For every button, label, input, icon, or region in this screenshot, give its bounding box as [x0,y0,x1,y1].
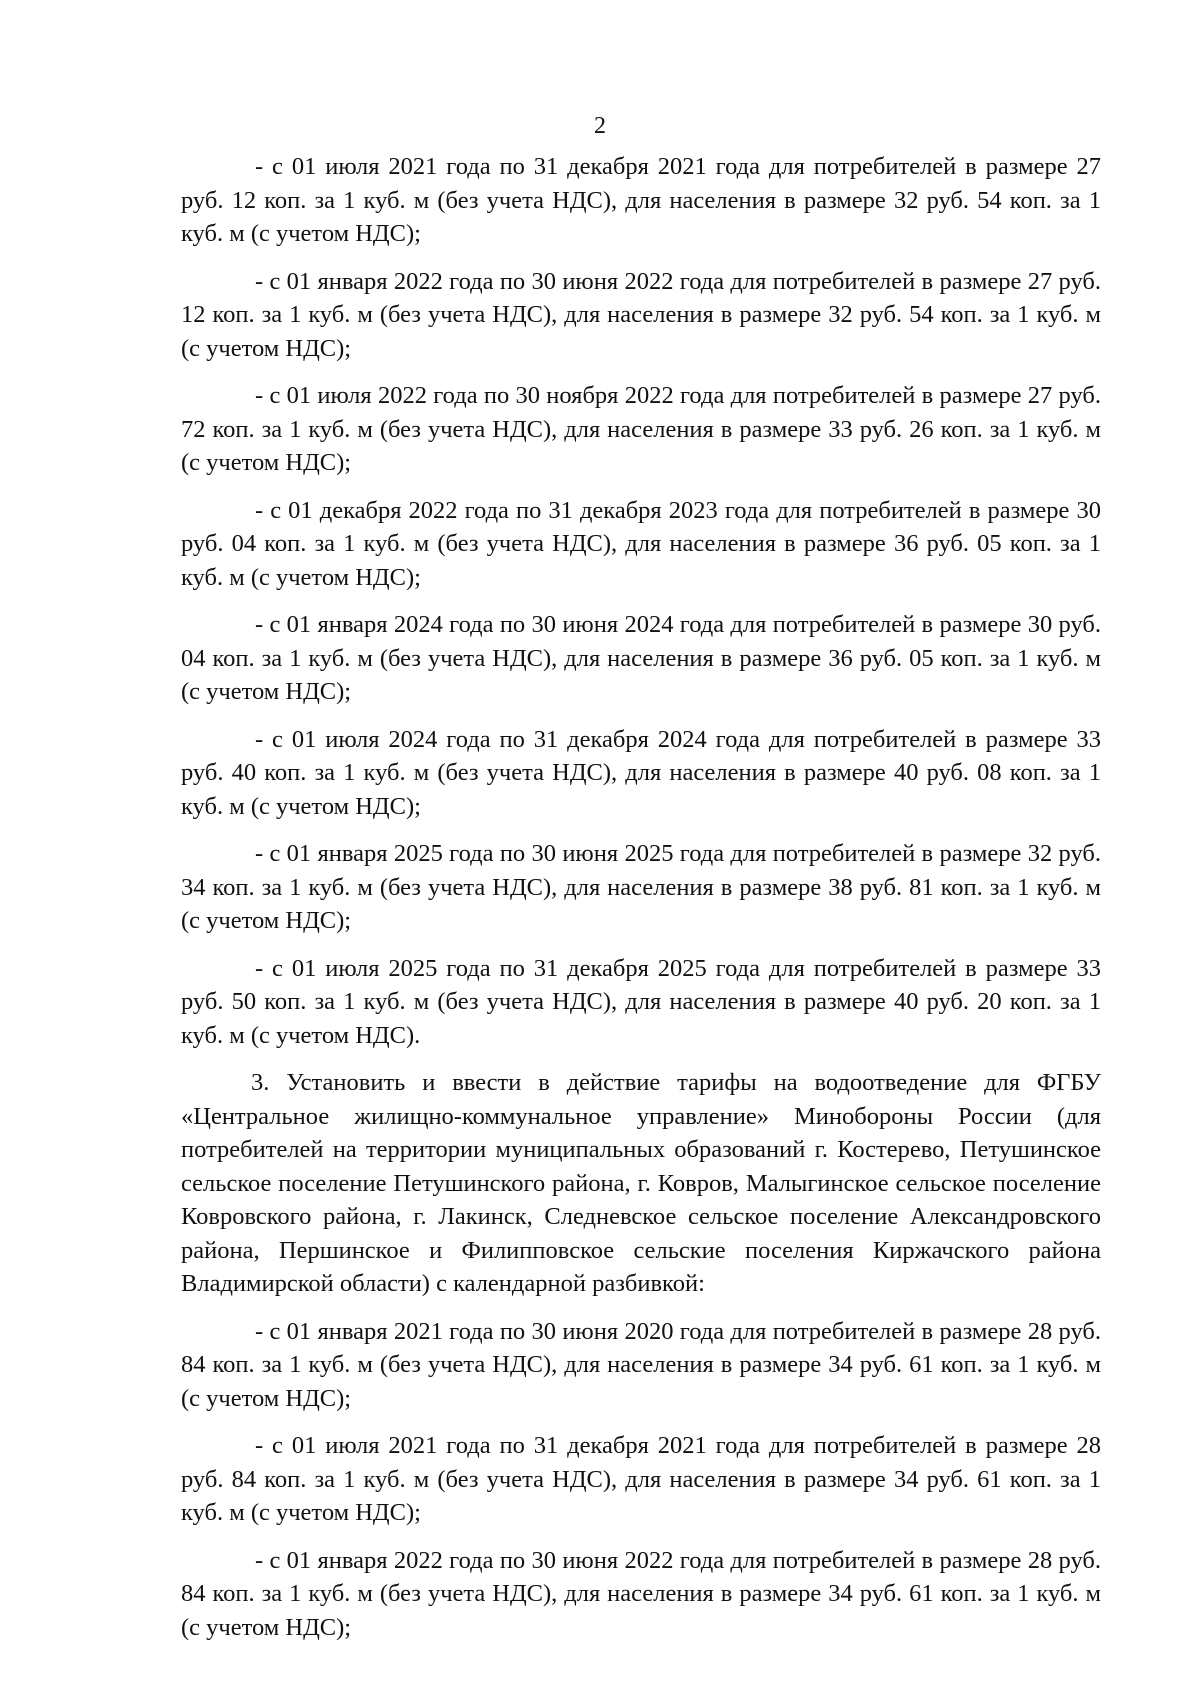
tariff-period-paragraph: - с 01 июля 2021 года по 31 декабря 2021 года для потребителей в размере 27 руб. 12 коп. за 1 куб. м (без учета НДС), для населения в размере 32 руб. 54 коп. за 1 куб. м (с учетом НДС); [181,153,1101,247]
tariff-period-paragraph: - с 01 января 2022 года по 30 июня 2022 года для потребителей в размере 27 руб. 12 коп. за 1 куб. м (без учета НДС), для населения в размере 32 руб. 54 коп. за 1 куб. м (с учетом НДС); [181,267,1101,362]
page-number: 2 [594,113,606,139]
clause-3-paragraph: 3. Установить и ввести в действие тарифы на водоотведение для ФГБУ «Центральное жилищно-коммунальное управление» Минобороны России (для потребителей на территории муниципальных образований г. Костерево, Петушинское сельское поселение Петушинского района, г. Ковров, Малыгинское сельское поселение Ковровского района, г. Лакинск, Следневское сельское поселение Александровского района, Першинское и Филипповское сельские поселения Киржачского района Владимирской области) с календарной разбивкой: [181,1069,1101,1297]
tariff-period-paragraph: - с 01 июля 2025 года по 31 декабря 2025 года для потребителей в размере 33 руб. 50 коп. за 1 куб. м (без учета НДС), для населения в размере 40 руб. 20 коп. за 1 куб. м (с учетом НДС). [181,954,1101,1049]
tariff-period-paragraph: - с 01 января 2022 года по 30 июня 2022 года для потребителей в размере 28 руб. 84 коп. за 1 куб. м (без учета НДС), для населения в размере 34 руб. 61 коп. за 1 куб. м (с учетом НДС); [181,1546,1101,1641]
tariff-period-paragraph: - с 01 июля 2021 года по 31 декабря 2021 года для потребителей в размере 28 руб. 84 коп. за 1 куб. м (без учета НДС), для населения в размере 34 руб. 61 коп. за 1 куб. м (с учетом НДС); [181,1432,1101,1526]
tariff-period-paragraph: - с 01 июля 2022 года по 30 ноября 2022 года для потребителей в размере 27 руб. 72 коп. за 1 куб. м (без учета НДС), для населения в размере 33 руб. 26 коп. за 1 куб. м (с учетом НДС); [181,382,1101,476]
tariff-period-paragraph: - с 01 июля 2024 года по 31 декабря 2024 года для потребителей в размере 33 руб. 40 коп. за 1 куб. м (без учета НДС), для населения в размере 40 руб. 08 коп. за 1 куб. м (с учетом НДС); [181,725,1101,820]
tariff-period-paragraph: - с 01 декабря 2022 года по 31 декабря 2023 года для потребителей в размере 30 руб. 04 коп. за 1 куб. м (без учета НДС), для населения в размере 36 руб. 05 коп. за 1 куб. м (с учетом НДС); [181,496,1101,591]
document-body [181,150,1101,1644]
tariff-period-paragraph: - с 01 января 2025 года по 30 июня 2025 года для потребителей в размере 32 руб. 34 коп. за 1 куб. м (без учета НДС), для населения в размере 38 руб. 81 коп. за 1 куб. м (с учетом НДС); [181,840,1101,934]
tariff-period-paragraph: - с 01 января 2021 года по 30 июня 2020 года для потребителей в размере 28 руб. 84 коп. за 1 куб. м (без учета НДС), для населения в размере 34 руб. 61 коп. за 1 куб. м (с учетом НДС); [181,1317,1101,1412]
tariff-period-paragraph: - с 01 января 2024 года по 30 июня 2024 года для потребителей в размере 30 руб. 04 коп. за 1 куб. м (без учета НДС), для населения в размере 36 руб. 05 коп. за 1 куб. м (с учетом НДС); [181,611,1101,705]
